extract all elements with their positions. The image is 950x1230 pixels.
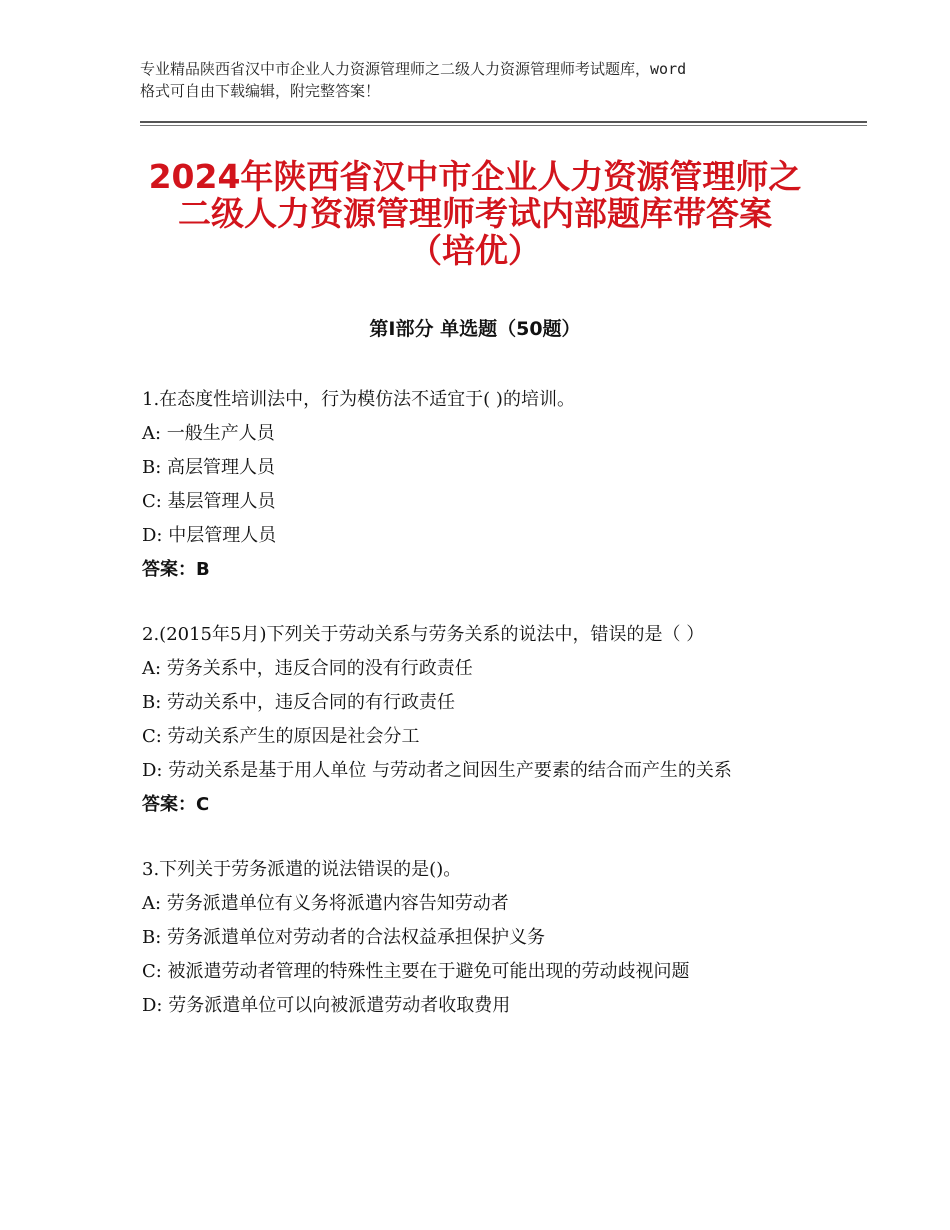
header-divider-thick bbox=[140, 121, 867, 123]
option-d: D: 劳动关系是基于用人单位 与劳动者之间因生产要素的结合而产生的关系 bbox=[142, 760, 732, 781]
option-b: B: 劳动关系中，违反合同的有行政责任 bbox=[142, 692, 456, 713]
header-divider-thin bbox=[140, 125, 867, 126]
question-1 bbox=[142, 383, 822, 589]
header-note-line-2: 格式可自由下载编辑，附完整答案！ bbox=[140, 82, 381, 100]
question-2 bbox=[142, 618, 822, 824]
question-list bbox=[142, 383, 822, 1052]
question-stem: 3.下列关于劳务派遣的说法错误的是()。 bbox=[142, 859, 462, 880]
option-c: C: 基层管理人员 bbox=[142, 491, 276, 512]
section-title: 第Ⅰ部分 单选题（50题） bbox=[369, 318, 581, 340]
document-title-line-1: 2024年陕西省汉中市企业人力资源管理师之 bbox=[148, 157, 802, 196]
header-note-line-1: 专业精品陕西省汉中市企业人力资源管理师之二级人力资源管理师考试题库，word bbox=[140, 60, 687, 78]
document-title-line-3: （培优） bbox=[409, 231, 541, 270]
question-stem: 2.(2015年5月)下列关于劳动关系与劳务关系的说法中，错误的是（ ） bbox=[142, 624, 705, 645]
option-c: C: 被派遣劳动者管理的特殊性主要在于避免可能出现的劳动歧视问题 bbox=[142, 961, 690, 982]
document-title-line-2: 二级人力资源管理师考试内部题库带答案 bbox=[178, 194, 772, 233]
header-note bbox=[140, 58, 830, 102]
answer-label: 答案：C bbox=[142, 794, 210, 815]
option-b: B: 高层管理人员 bbox=[142, 457, 276, 478]
question-3 bbox=[142, 853, 822, 1023]
option-b: B: 劳务派遣单位对劳动者的合法权益承担保护义务 bbox=[142, 927, 546, 948]
option-d: D: 劳务派遣单位可以向被派遣劳动者收取费用 bbox=[142, 995, 511, 1016]
option-a: A: 劳务派遣单位有义务将派遣内容告知劳动者 bbox=[142, 893, 509, 914]
question-stem: 1.在态度性培训法中，行为模仿法不适宜于( )的培训。 bbox=[142, 389, 575, 410]
option-a: A: 劳务关系中，违反合同的没有行政责任 bbox=[142, 658, 473, 679]
document-title bbox=[120, 158, 830, 269]
option-c: C: 劳动关系产生的原因是社会分工 bbox=[142, 726, 420, 747]
option-a: A: 一般生产人员 bbox=[142, 423, 275, 444]
answer-label: 答案：B bbox=[142, 559, 210, 580]
option-d: D: 中层管理人员 bbox=[142, 525, 277, 546]
